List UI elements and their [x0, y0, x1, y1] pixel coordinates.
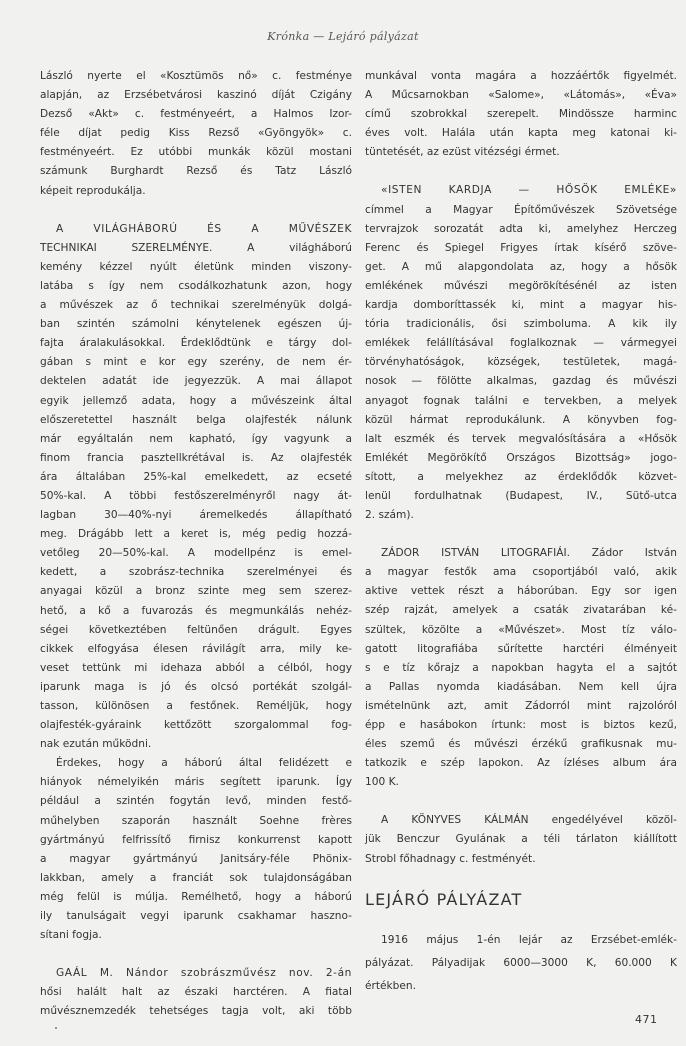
text-line: veset tettünk mi idehaza abból a célból, hogy [40, 661, 352, 674]
text-line: ismételnünk azt, amit Zádorról mint rajzolóról [365, 699, 677, 712]
text-line: törvényhatóságok, községek, testületek, magá- [365, 356, 677, 369]
text-line: sított, a melyekhez az érdeklődők közvet- [365, 470, 677, 483]
text-line: latába s így nem csodálkozhatunk azon, hogy [40, 279, 352, 292]
text-line: s e tíz kőrajz a napokban hagyta el a sajtót [365, 661, 677, 674]
section-title-lejaro-palyazat: LEJÁRÓ PÁLYÁZAT [365, 890, 523, 909]
text-line: cikkek elfogyása élesen rávilágít arra, mily ke- [40, 642, 352, 655]
text-line: vetőleg 20—50%-kal. A modellpénz is emel- [40, 547, 352, 560]
text-line: képeit reprodukálja. [40, 184, 146, 197]
text-line: még felül is múlja. Remélhető, hogy a háború [40, 890, 352, 903]
text-line: dektelen adatát ide jegyezzük. A mai állapot [40, 375, 352, 388]
text-line: féle díjat pedig Kiss Rezső «Gyöngyök» c. [40, 127, 352, 140]
text-line: iparunk maga is jó és olcsó portékát szolgál- [40, 680, 352, 693]
paragraph-zador-lithographs [365, 544, 677, 792]
text-line: tervrajzok sorozatát adta ki, amelyhez Herczeg [365, 222, 677, 235]
paragraph-gaal-obituary-start [40, 964, 352, 1021]
text-line: közül hármat reprodukálunk. A könyvben fog- [365, 413, 677, 426]
text-line: anyagai közül a bronz szinte meg sem szerez- [40, 585, 352, 598]
running-head: Krónka — Lejáró pályázat [267, 30, 419, 43]
text-line: lagban 30—40%-nyi áremelkedés állapítható [40, 509, 352, 522]
text-line: már egyáltalán nem kapható, így vagyunk a [40, 432, 352, 445]
right-column [365, 67, 677, 869]
text-line: meg. Drágább lett a keret is, még pedig hozzá- [40, 528, 352, 541]
text-line: «ISTEN KARDJA — HŐSÖK EMLÉKE» [381, 184, 677, 197]
text-line: emlékek felállításával foglalkoznak — vármegyei [365, 337, 677, 350]
text-line: kardja domboríttassék ki, mint a magyar his- [365, 299, 677, 312]
text-line: 1916 május 1-én lejár az Erzsébet-emlék- [381, 934, 677, 946]
print-speck [55, 1027, 57, 1029]
text-line: gában s mint e kor egy szerény, de nem ér- [40, 356, 352, 369]
text-line: 50%-kal. A többi festőszerelményről nagy át- [40, 489, 352, 502]
text-line: finom francia pasztellkrétával is. Az olajfesték [40, 451, 352, 464]
text-line: Ferenc és Spiegel Frigyes írtak kísérő szöve- [365, 241, 677, 254]
text-line: lenül fordulhatnak (Budapest, IV., Sütő-utca [365, 489, 677, 502]
text-line: ára általában 25%-kal emelkedett, az ecseté [40, 470, 352, 483]
paragraph-konyves-kalman [365, 811, 677, 868]
text-line: 2. szám). [365, 509, 414, 522]
text-line: tória tradicionális, ősi szimboluma. A kik ily [365, 318, 677, 331]
text-line: GAÁL M. Nándor szobrászművész nov. 2-án [56, 967, 352, 980]
text-line: alapján, az Erzsébetvárosi kaszinó díját Czigány [40, 89, 352, 102]
text-line: éves volt. Halála után kapta meg katonai ki- [365, 127, 677, 140]
text-line: hiányok némelyikén máris segített iparunk. Így [40, 776, 352, 789]
text-line: get. A mű alapgondolata az, hogy a hősök [365, 260, 677, 273]
text-line: szültek, közölte a «Művészet». Most tíz válo- [365, 623, 677, 636]
text-line: épp e hasábokon írtunk: most is biztos kezű, [365, 719, 677, 731]
text-line: a magyar festők ama csoportjából való, akik [365, 566, 677, 579]
text-line: nak ezután működni. [40, 738, 152, 751]
page-number: 471 [635, 1013, 658, 1026]
paragraph-isten-kardja [365, 181, 677, 525]
text-line: A Műcsarnokban «Salome», «Látomás», «Éva» [365, 89, 677, 102]
text-line: hető, a kő a fuvarozás és megmunkálás nehéz- [40, 604, 352, 617]
text-line: lakkban, amely a franciát sok tulajdonságában [40, 871, 352, 884]
text-line: előszeretettel használt belga olajfesték nálunk [40, 413, 352, 426]
text-line: pályázat. Pályadijak 6000—3000 K, 60.000 K [365, 957, 677, 969]
paragraph-domestic-industry [40, 754, 352, 945]
text-line: éles szemű és művészi érzékű grafikusnak mu- [365, 738, 677, 751]
text-line: A VILÁGHÁBORÚ ÉS A MŰVÉSZEK [56, 222, 352, 235]
text-line: sítani fogja. [40, 929, 102, 942]
text-line: szép rajzát, amelyek a csaták zivatarában ké- [365, 604, 677, 617]
text-line: kemény kézzel nyúlt életünk minden viszony- [40, 260, 352, 273]
text-line: László nyerte el «Kosztümös nő» c. festménye [40, 70, 352, 82]
text-line: festményeért. Ez utóbbi munkák közül mostani [40, 146, 352, 159]
text-line: tasson, különösen a festőnek. Reméljük, hogy [40, 700, 352, 712]
text-line: gatott litografiába sűrítette harctéri élményeit [365, 642, 677, 655]
text-line: fajta áralakulásokkal. Érdeklődtünk e tárgy dol- [40, 337, 352, 350]
text-line: emlékének művészi megörökítésénél az isten [365, 279, 677, 292]
text-line: lalt eszmék és tervek megvalósítására a «Hősök [365, 432, 677, 445]
paragraph-competition-deadline [365, 929, 677, 998]
text-line: művésznemzedék tehetséges tagja volt, aki több [40, 1005, 352, 1018]
text-line: kedett, a szobrász-technika szerelményei és [40, 566, 352, 579]
text-line: Dezső «Akt» c. festményeért, a Halmos Izor- [40, 108, 352, 121]
paragraph-gaal-obituary-end [365, 67, 677, 162]
text-line: gyártmányú felfrissítő firnisz konkurrenst kapott [40, 833, 352, 846]
text-line: anyagot fognak találni e tervekben, a melyek [365, 394, 677, 407]
text-line: című szobrokkal szerepelt. Mindössze harminc [365, 108, 677, 121]
paragraph-war-and-artist-supplies [40, 220, 352, 755]
text-line: TECHNIKAI SZERELMÉNYE. A világháború [40, 241, 352, 254]
text-line: ily tanulságait vegyi iparunk csakhamar haszno- [40, 910, 352, 923]
text-line: Strobl főhadnagy c. festményét. [365, 852, 536, 865]
paragraph-exhibition-prizes [40, 67, 352, 201]
text-line: Emlékét Megörökítő Országos Bizottság» jogo- [365, 451, 677, 464]
text-line: jük Benczur Gyulának a téli tárlaton kiállított [365, 833, 677, 846]
text-line: Érdekes, hogy a háború által felidézett e [56, 757, 352, 770]
text-line: egyik jellemző adata, hogy a művészeink által [40, 394, 352, 407]
text-line: értékben. [365, 980, 417, 992]
text-line: ségei következtében feltünően drágult. Egyes [40, 623, 352, 636]
text-line: aktive vettek részt a háborúban. Egy sor igen [365, 585, 677, 598]
text-line: ban szintén számolni kénytelenek egészen új- [40, 318, 352, 331]
text-line: ZÁDOR ISTVÁN LITOGRAFIÁI. Zádor István [381, 547, 677, 560]
text-line: a magyar gyártmányú Janitsáry-féle Phönix- [40, 852, 352, 865]
text-line: hősi halált halt az északi harctéren. A fiatal [40, 986, 352, 999]
text-line: 100 K. [365, 776, 399, 789]
left-column [40, 67, 352, 1022]
text-line: a Pallas nyomda kiadásában. Nem kell újra [365, 680, 677, 693]
text-line: tatkozik e szép lapokon. Az ízléses album ára [365, 757, 677, 770]
text-line: a művészek az ő technikai szerelményük dolgá- [40, 299, 352, 312]
text-line: műhelyben szaporán használt Soehne frères [40, 814, 352, 827]
text-line: címmel a Magyar Építőművészek Szövetsége [365, 203, 677, 216]
text-line: A KÖNYVES KÁLMÁN engedélyével közöl- [381, 814, 677, 827]
text-line: például a szintén fogytán levő, minden festő- [40, 795, 352, 808]
text-line: olajfesték-gyáraink kettőzött szorgalommal fog- [40, 719, 352, 732]
text-line: számunk Burghardt Rezső és Tatz László [40, 165, 352, 178]
text-line: nosok — fölötte alkalmas, gazdag és művészi [365, 375, 677, 388]
text-line: tüntetését, az ezüst vitézségi érmet. [365, 146, 560, 159]
text-line: munkával vonta magára a hozzáértők figyelmét. [365, 70, 677, 82]
